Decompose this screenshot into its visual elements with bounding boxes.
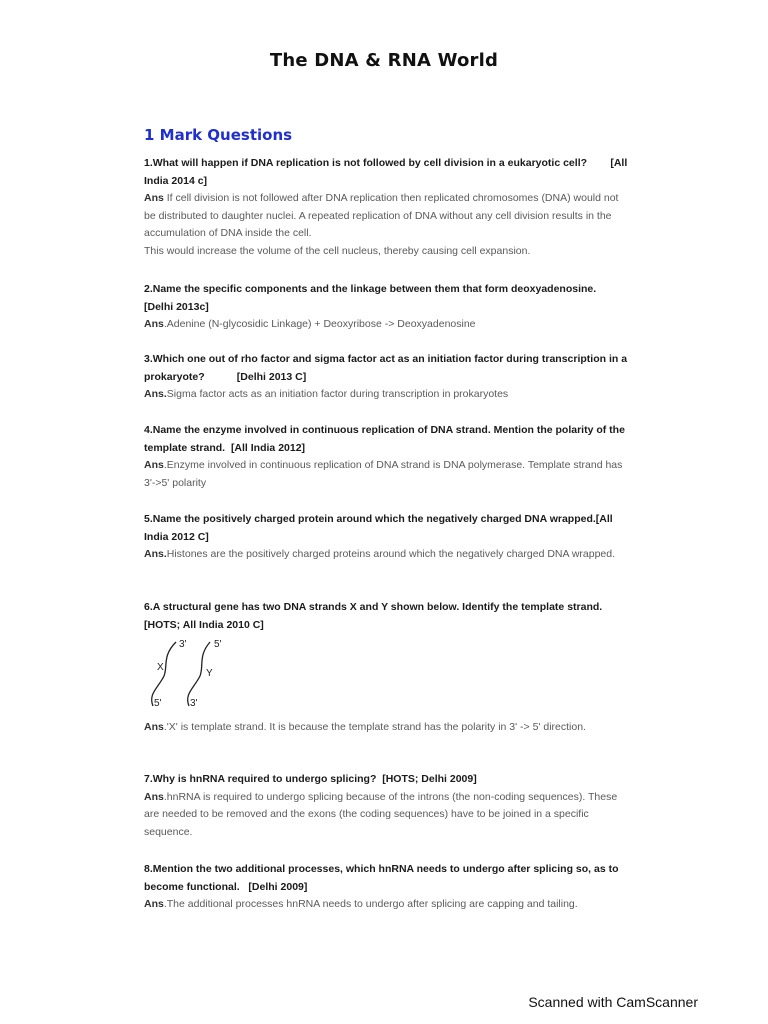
answer-text — [144, 789, 629, 842]
answer-label: Ans — [144, 721, 164, 733]
answer-body: .The additional processes hnRNA needs to undergo after splicing are capping and tailing. — [163, 898, 578, 910]
strand-y-top-label: 5' — [214, 639, 222, 650]
answer-text — [144, 457, 629, 492]
answer-label: Ans — [144, 459, 164, 471]
answer-text-continued: This would increase the volume of the cell nucleus, thereby causing cell expansion. — [144, 244, 531, 257]
question-text: 1.What will happen if DNA replication is not followed by cell division in a eukaryotic cell? [All India 2014 c] — [144, 157, 631, 187]
question-text: 8.Mention the two additional processes, which hnRNA needs to undergo after splicing so, as to become functional. [Delhi 2009] — [144, 863, 622, 893]
strand-x-line — [152, 642, 176, 706]
answer-text — [144, 386, 629, 404]
answer-label: Ans — [144, 318, 164, 330]
answer-label: Ans — [144, 898, 164, 910]
question-text: 6.A structural gene has two DNA strands X and Y shown below. Identify the template strand. [HOTS; All India 2010 C] — [144, 601, 606, 631]
answer-body: .Enzyme involved in continuous replication of DNA strand is DNA polymerase. Template strand has 3'->5' polarity — [144, 459, 623, 489]
question-block-3 — [144, 351, 629, 404]
answer-body: .hnRNA is required to undergo splicing because of the introns (the non-coding sequences). These are needed to be removed and the exons (the coding sequences) have to be joined in a specific sequence. — [144, 790, 618, 838]
strand-y-bottom-label: 3' — [190, 698, 198, 709]
question-block-6 — [144, 599, 629, 634]
answer-body: Sigma factor acts as an initiation factor during transcription in prokaryotes — [166, 388, 509, 400]
strand-x-label: X — [157, 662, 164, 673]
strand-x-top-label: 3' — [179, 639, 187, 650]
answer-text — [144, 719, 629, 737]
scanner-watermark: Scanned with CamScanner — [528, 994, 698, 1010]
answer-label: Ans. — [144, 388, 167, 400]
question-block-1 — [144, 155, 629, 260]
strand-y-label: Y — [206, 668, 213, 679]
page-title: The DNA & RNA World — [269, 50, 499, 71]
section-heading: 1 Mark Questions — [144, 126, 293, 144]
answer-body: Histones are the positively charged proteins around which the negatively charged DNA wrapped. — [166, 548, 616, 560]
question-text: 3.Which one out of rho factor and sigma factor act as an initiation factor during transcription in a prokaryote? [Delhi 2013 C] — [144, 353, 630, 383]
answer-text — [144, 316, 629, 334]
question-text: 2.Name the specific components and the linkage between them that form deoxyadenosine. [Delhi 2013c] — [144, 283, 611, 313]
answer-body: If cell division is not followed after DNA replication then replicated chromosomes (DNA) would not be distributed to daughter nuclei. A repeated replication of DNA without any cell division results in the accumulation of DNA inside the cell. — [144, 192, 619, 239]
question-block-2 — [144, 281, 629, 334]
question-block-4 — [144, 422, 629, 492]
strand-x-bottom-label: 5' — [154, 698, 162, 709]
answer-label: Ans. — [144, 548, 167, 560]
dna-strands-figure — [144, 636, 244, 712]
question-block-5 — [144, 511, 629, 564]
question-block-7 — [144, 771, 629, 841]
question-block-8 — [144, 861, 629, 914]
question-text: 4.Name the enzyme involved in continuous replication of DNA strand. Mention the polarity of the template strand. [All India 2012] — [144, 424, 628, 454]
answer-body: .'X' is template strand. It is because the template strand has the polarity in 3' -> 5' direction. — [163, 721, 586, 733]
answer-label: Ans — [144, 790, 164, 803]
answer-text — [144, 546, 629, 564]
question-text: 7.Why is hnRNA required to undergo splicing? [HOTS; Delhi 2009] — [144, 773, 477, 785]
answer-body: .Adenine (N-glycosidic Linkage) + Deoxyribose -> Deoxyadenosine — [163, 318, 476, 330]
answer-text — [144, 190, 629, 243]
answer-text — [144, 896, 629, 914]
answer-block-6 — [144, 719, 629, 737]
answer-label: Ans — [144, 192, 164, 204]
question-text: 5.Name the positively charged protein around which the negatively charged DNA wrapped.[All India 2012 C] — [144, 513, 616, 543]
